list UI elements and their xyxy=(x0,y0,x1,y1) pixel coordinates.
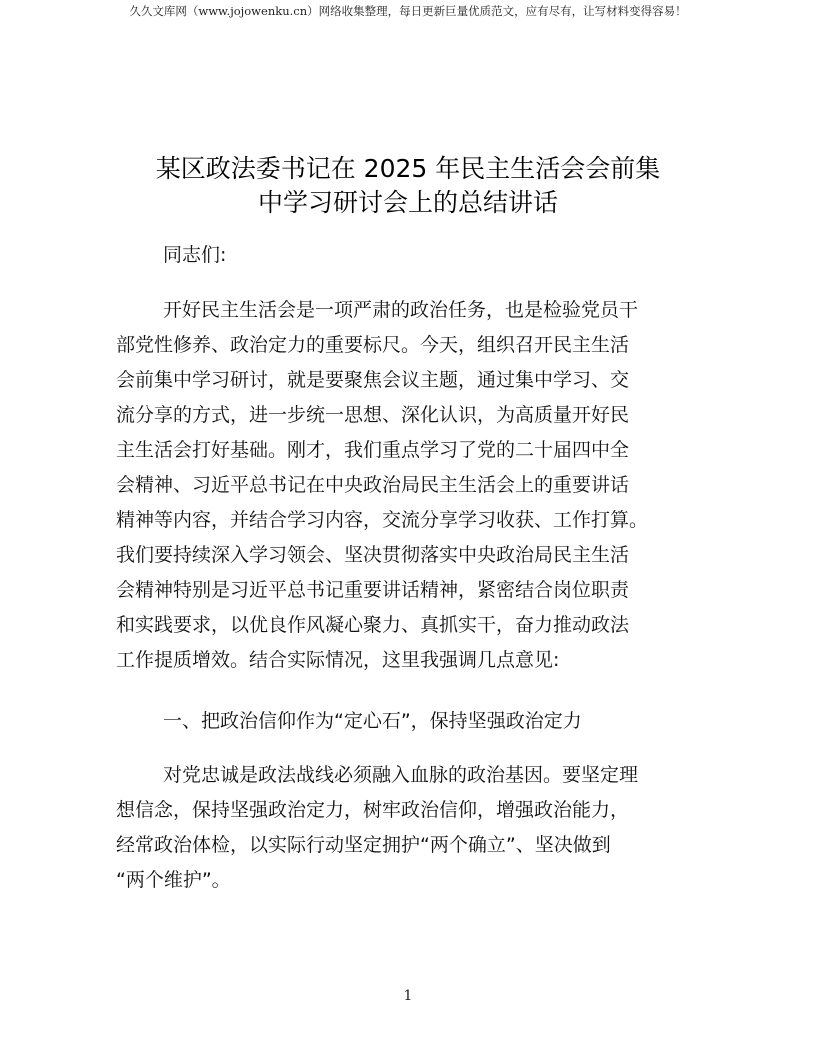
site-header-notice: 久久文库网（www.jojowenku.cn）网络收集整理，每日更新巨量优质范文，应有尽有，让写材料变得容易！ xyxy=(129,4,687,18)
paragraph-line: 工作提质增效。结合实际情况，这里我强调几点意见: xyxy=(116,649,560,671)
paragraph-line: “两个维护”。 xyxy=(116,869,231,891)
paragraph-line: 开好民主生活会是一项严肃的政治任务，也是检验党员干 xyxy=(163,299,639,321)
paragraph-political-checkup xyxy=(116,828,706,898)
paragraph-line: 部党性修养、政治定力的重要标尺。今天，组织召开民主生活 xyxy=(116,334,630,356)
paragraph-line: 会精神特别是习近平总书记重要讲话精神，紧密结合岗位职责 xyxy=(116,579,630,601)
paragraph-line: 对党忠诚是政法战线必须融入血脉的政治基因。要坚定理 xyxy=(163,764,639,786)
salutation: 同志们: xyxy=(163,244,227,266)
paragraph-line: 和实践要求，以优良作风凝心聚力、真抓实干，奋力推动政法 xyxy=(116,614,630,636)
paragraph-line: 精神等内容，并结合学习内容，交流分享学习收获、工作打算。 xyxy=(116,509,649,531)
document-title xyxy=(100,152,716,220)
paragraph-line: 想信念，保持坚强政治定力，树牢政治信仰，增强政治能力， xyxy=(116,799,630,821)
paragraph-line: 会精神、习近平总书记在中央政治局民主生活会上的重要讲话 xyxy=(116,474,630,496)
paragraph-loyalty xyxy=(116,758,706,828)
paragraph-line: 主生活会打好基础。刚才，我们重点学习了党的二十届四中全 xyxy=(116,439,630,461)
paragraph-line: 经常政治体检，以实际行动坚定拥护“两个确立”、坚决做到 xyxy=(116,834,611,856)
title-line-2: 中学习研讨会上的总结讲话 xyxy=(257,188,558,217)
section-heading-1: 一、把政治信仰作为“定心石”，保持坚强政治定力 xyxy=(163,710,582,732)
paragraph-intro xyxy=(116,293,706,678)
paragraph-line: 流分享的方式，进一步统一思想、深化认识，为高质量开好民 xyxy=(116,404,630,426)
title-line-1: 某区政法委书记在 2025 年民主生活会会前集 xyxy=(155,154,661,183)
paragraph-line: 会前集中学习研讨，就是要聚焦会议主题，通过集中学习、交 xyxy=(116,369,630,391)
page-number: 1 xyxy=(403,988,413,1004)
paragraph-line: 我们要持续深入学习领会、坚决贯彻落实中央政治局民主生活 xyxy=(116,544,630,566)
